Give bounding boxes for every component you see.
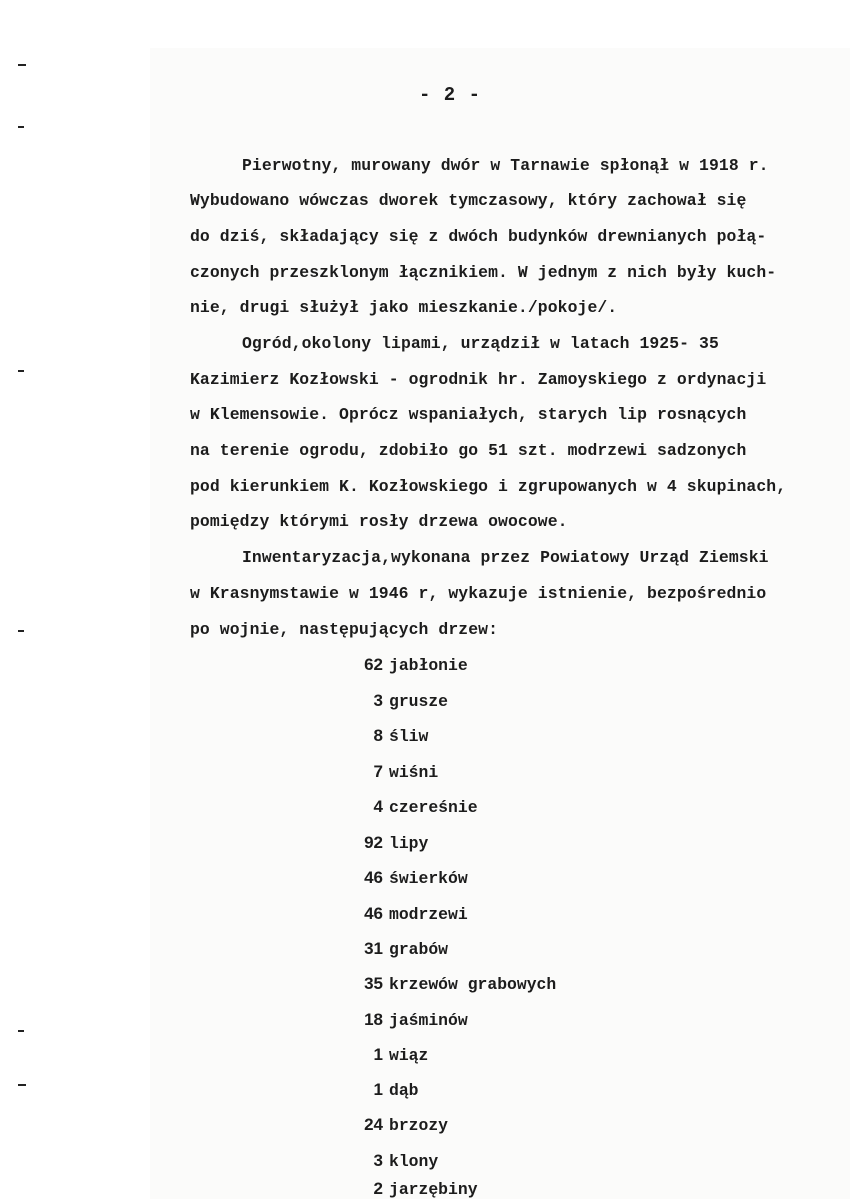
inventory-item [300,867,680,889]
inventory-name: krzewów grabowych [389,975,557,994]
inventory-count: 3 [373,1151,383,1170]
inventory-name: śliw [389,727,429,746]
inventory-name: czereśnie [389,798,478,817]
text-line: Pierwotny, murowany dwór w Tarnawie spłonął w 1918 r. [242,156,769,175]
inventory-item [300,938,680,960]
inventory-name: wiąz [389,1046,429,1065]
inventory-name: jaśminów [389,1011,468,1030]
inventory-item [300,1044,680,1066]
page-number: - 2 - [418,84,481,106]
text-line: Ogród,okolony lipami, urządził w latach 1925- 35 [242,334,719,353]
margin-tick [18,370,24,372]
inventory-count: 3 [373,691,383,710]
inventory-item [300,654,680,676]
inventory-count: 46 [364,904,383,923]
text-line: pod kierunkiem K. Kozłowskiego i zgrupowanych w 4 skupinach, [190,477,787,496]
inventory-item [300,761,680,783]
margin-tick [18,1030,24,1032]
inventory-item [300,796,680,818]
margin-tick [18,1084,26,1086]
margin-tick [18,126,24,128]
inventory-count: 7 [373,762,383,781]
inventory-item [300,1009,680,1031]
inventory-name: jabłonie [389,656,468,675]
text-line: nie, drugi służył jako mieszkanie./pokoje/. [190,298,618,317]
text-line: czonych przeszklonym łącznikiem. W jednym z nich były kuch- [190,263,777,282]
text-line: w Klemensowie. Oprócz wspaniałych, starych lip rosnących [190,405,747,424]
inventory-name: świerków [389,869,468,888]
text-line: po wojnie, następujących drzew: [190,620,499,639]
inventory-count: 2 [373,1179,383,1198]
margin-tick [18,64,26,66]
inventory-count: 46 [364,868,383,887]
text-line: Kazimierz Kozłowski - ogrodnik hr. Zamoyskiego z ordynacji [190,370,767,389]
inventory-item [300,973,680,995]
inventory-item [300,1178,680,1199]
inventory-count: 1 [373,1080,383,1099]
inventory-name: modrzewi [389,905,468,924]
inventory-item [300,725,680,747]
inventory-count: 24 [364,1115,383,1134]
inventory-name: grabów [389,940,449,959]
inventory-name: brzozy [389,1116,449,1135]
inventory-item [300,1114,680,1136]
inventory-item [300,832,680,854]
inventory-name: jarzębiny [389,1180,478,1199]
inventory-count: 35 [364,974,383,993]
inventory-item [300,903,680,925]
text-line: w Krasnymstawie w 1946 r, wykazuje istnienie, bezpośrednio [190,584,767,603]
inventory-name: dąb [389,1081,419,1100]
inventory-name: grusze [389,692,449,711]
inventory-count: 92 [364,833,383,852]
inventory-count: 4 [373,797,383,816]
inventory-count: 18 [364,1010,383,1029]
inventory-count: 1 [373,1045,383,1064]
text-line: Inwentaryzacja,wykonana przez Powiatowy Urząd Ziemski [242,548,769,567]
text-line: pomiędzy którymi rosły drzewa owocowe. [190,512,568,531]
inventory-name: lipy [389,834,429,853]
text-line: do dziś, składający się z dwóch budynków drewnianych połą- [190,227,767,246]
inventory-name: klony [389,1152,439,1171]
text-line: na terenie ogrodu, zdobiło go 51 szt. modrzewi sadzonych [190,441,747,460]
text-line: Wybudowano wówczas dworek tymczasowy, który zachował się [190,191,747,210]
inventory-item [300,1079,680,1101]
inventory-item [300,690,680,712]
inventory-count: 62 [364,655,383,674]
inventory-count: 31 [364,939,383,958]
inventory-count: 8 [373,726,383,745]
inventory-name: wiśni [389,763,439,782]
margin-tick [18,630,24,632]
inventory-item [300,1150,680,1172]
